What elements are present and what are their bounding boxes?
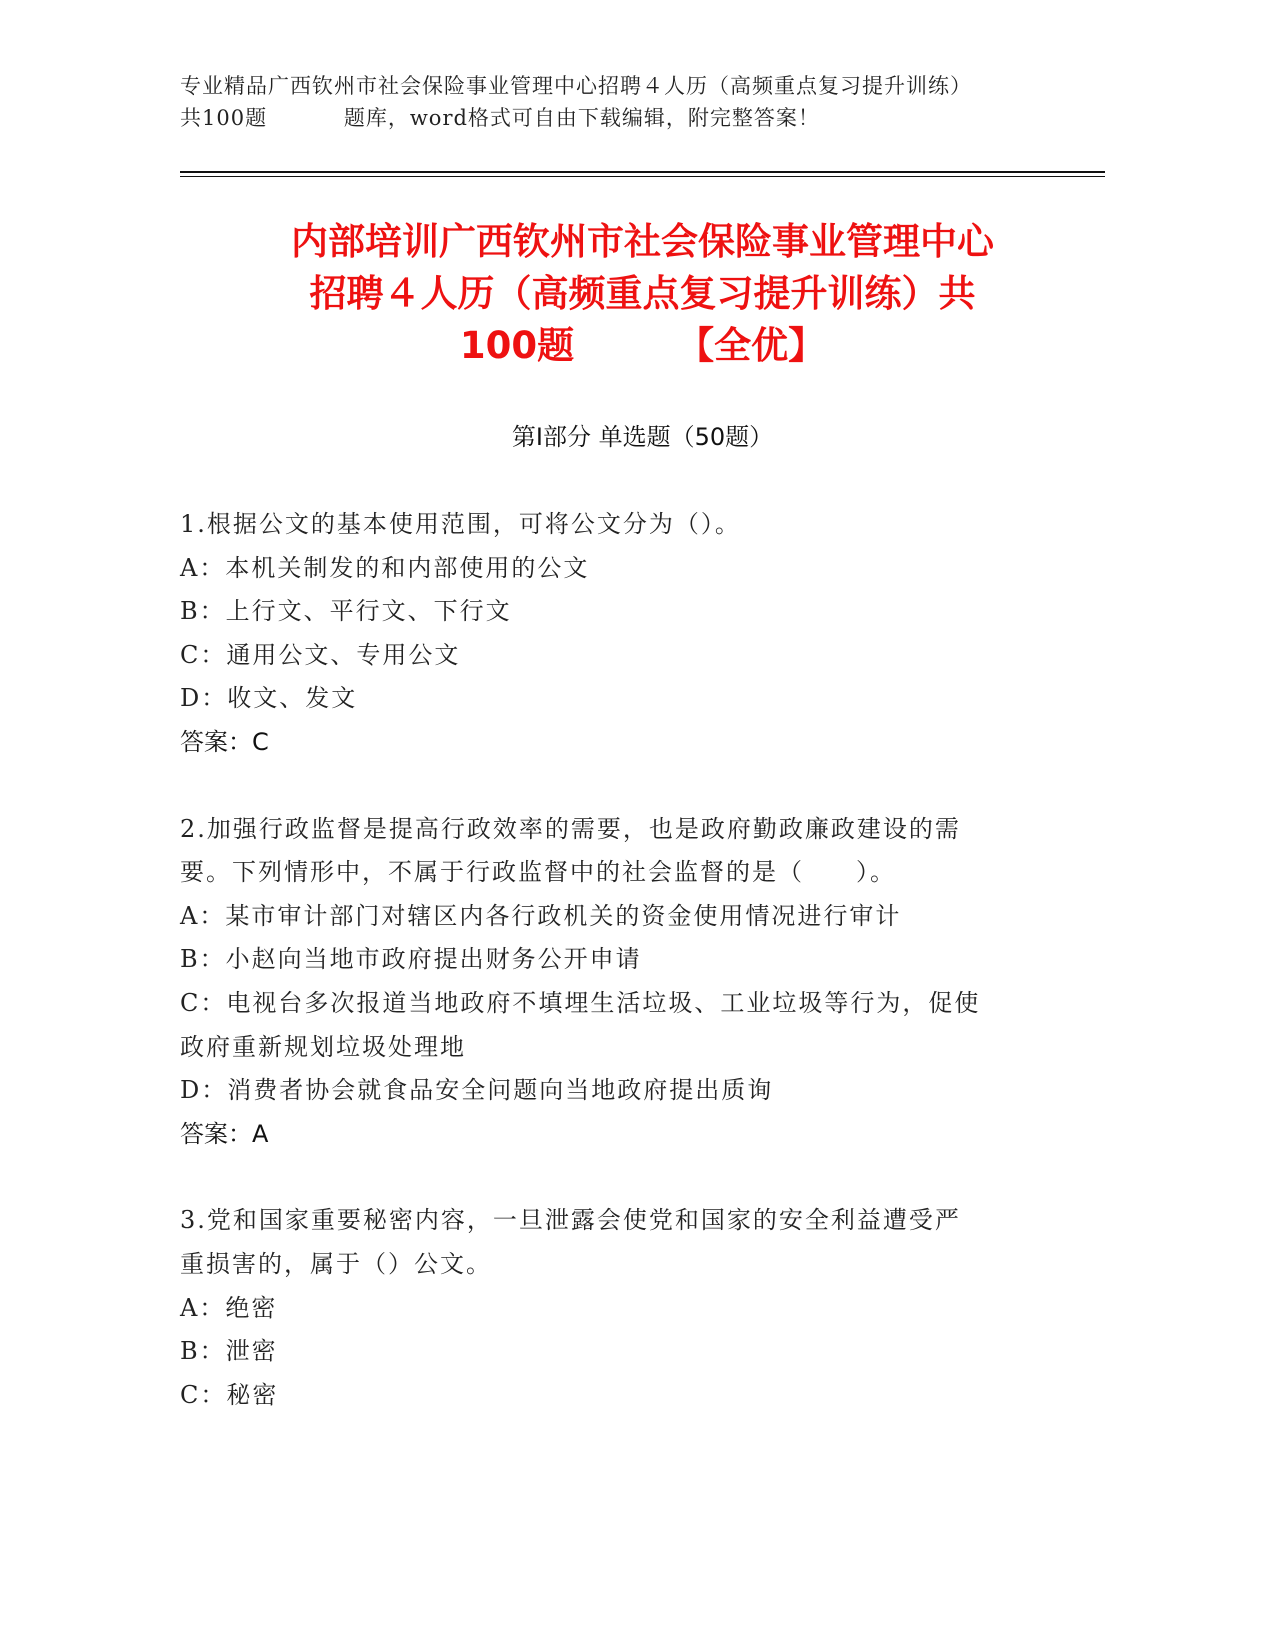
document-title-line2: 招聘４人历（高频重点复习提升训练）共 bbox=[309, 272, 976, 315]
question-stem: 2.加强行政监督是提高行政效率的需要，也是政府勤政廉政建设的需 bbox=[180, 814, 961, 843]
question-2 bbox=[180, 808, 1040, 1157]
header-note-line1: 专业精品广西钦州市社会保险事业管理中心招聘４人历（高频重点复习提升训练） bbox=[180, 74, 972, 98]
option-c: C：电视台多次报道当地政府不填埋生活垃圾、工业垃圾等行为，促使 bbox=[180, 988, 981, 1017]
option-a: A：绝密 bbox=[180, 1293, 278, 1322]
question-1 bbox=[180, 503, 1040, 765]
question-stem-cont: 重损害的，属于（）公文。 bbox=[180, 1249, 492, 1278]
answer: 答案：A bbox=[180, 1119, 269, 1148]
option-c: C：通用公文、专用公文 bbox=[180, 640, 461, 669]
header-rule-thick bbox=[180, 171, 1105, 173]
option-c: C：秘密 bbox=[180, 1380, 279, 1409]
section-title: 第Ⅰ部分 单选题（50题） bbox=[511, 423, 774, 451]
option-b: B：上行文、平行文、下行文 bbox=[180, 597, 512, 626]
option-a: A：本机关制发的和内部使用的公文 bbox=[180, 553, 590, 582]
option-b: B：泄密 bbox=[180, 1337, 278, 1366]
option-a: A：某市审计部门对辖区内各行政机关的资金使用情况进行审计 bbox=[180, 901, 902, 930]
document-title-line3: 100题 【全优】 bbox=[459, 324, 826, 367]
option-b: B：小赵向当地市政府提出财务公开申请 bbox=[180, 945, 642, 974]
question-list bbox=[180, 503, 1040, 1460]
header-note-line2: 共100题 题库，word格式可自由下载编辑，附完整答案！ bbox=[180, 106, 820, 130]
option-c-cont: 政府重新规划垃圾处理地 bbox=[180, 1032, 466, 1061]
document-title bbox=[180, 216, 1105, 372]
question-stem: 1.根据公文的基本使用范围，可将公文分为（）。 bbox=[180, 510, 741, 538]
header-note bbox=[180, 70, 1080, 134]
question-3 bbox=[180, 1199, 1040, 1417]
option-d: D：收文、发文 bbox=[180, 684, 358, 713]
header-rule-thin bbox=[180, 176, 1105, 177]
answer: 答案：C bbox=[180, 727, 269, 756]
option-d: D：消费者协会就食品安全问题向当地政府提出质询 bbox=[180, 1076, 774, 1105]
question-stem-cont: 要。下列情形中，不属于行政监督中的社会监督的是（ ）。 bbox=[180, 858, 896, 887]
question-stem: 3.党和国家重要秘密内容，一旦泄露会使党和国家的安全利益遭受严 bbox=[180, 1206, 961, 1235]
document-title-line1: 内部培训广西钦州市社会保险事业管理中心 bbox=[291, 220, 994, 263]
